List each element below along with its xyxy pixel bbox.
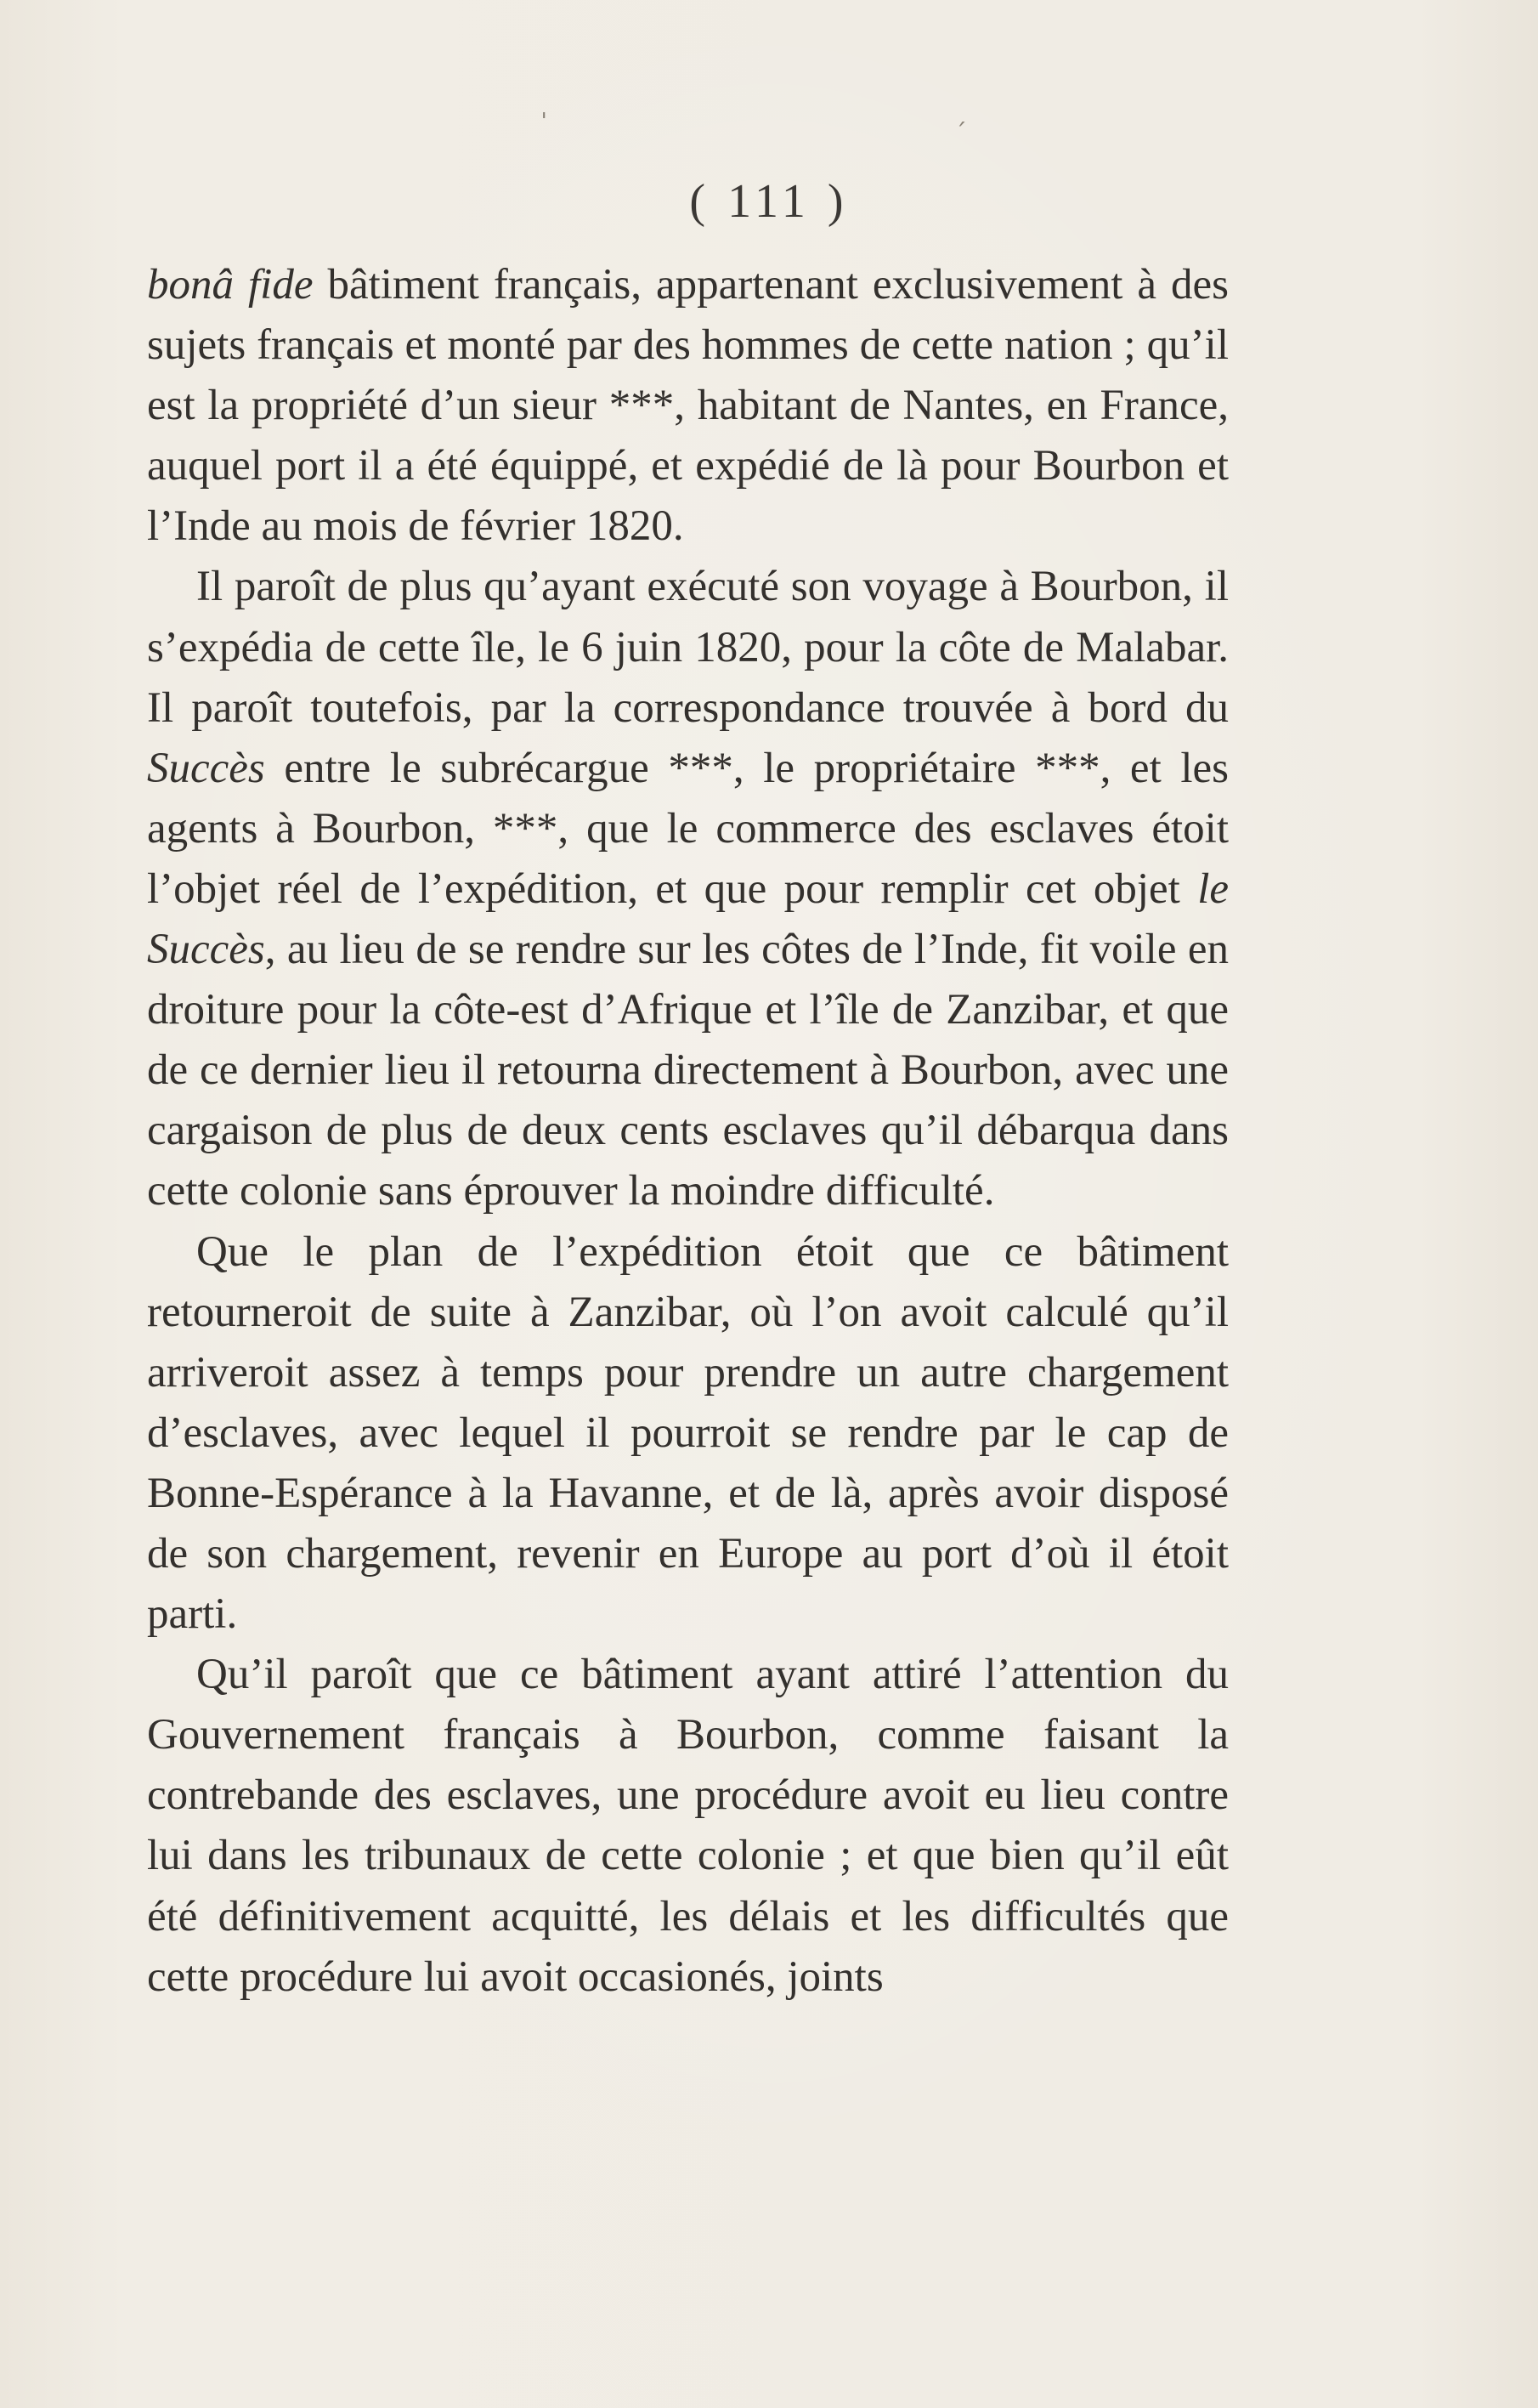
body-text [147, 255, 1229, 2008]
text-segment-italic: le Succès [147, 864, 1229, 974]
text-segment: Il paroît de plus qu’ayant exécuté son voyage à Bourbon, il s’expédia de cette île, le 6 juin 1820, pour la côte de Malabar. Il paroît toutefois, par la correspondance trouvée à bord du [147, 563, 1229, 732]
paragraph [147, 1222, 1229, 1646]
page-number: ( 111 ) [689, 175, 849, 228]
text-segment: Que le plan de l’expédition étoit que ce bâtiment retourneroit de suite à Zanzibar, où l’on avoit calculé qu’il arriveroit assez à temps pour prendre un autre chargement d’esclaves, avec lequel il pourroit se rendre par le cap de Bonne-Espérance à la Havanne, et de là, après avoir disposé de son chargement, revenir en Europe au port d’où il étoit parti. [147, 1227, 1229, 1639]
text-segment-italic: Succès [147, 744, 265, 792]
paragraph-continuation [147, 255, 1229, 557]
text-segment: bâtiment français, appartenant exclusivement à des sujets français et monté par des hommes de cette nation ; qu’il est la propriété d’un sieur ***, habitant de Nantes, en France, auquel port il a été équippé, et expédié de là pour Bourbon et l’Inde au mois de février 1820. [147, 261, 1229, 551]
paragraph [147, 557, 1229, 1221]
text-segment-italic: bonâ fide [147, 261, 314, 309]
paragraph [147, 1645, 1229, 2008]
text-segment: Qu’il paroît que ce bâtiment ayant attiré l’attention du Gouvernement français à Bourbon, comme faisant la contrebande des esclaves, une procédure avoit eu lieu contre lui dans les tribunaux de cette colonie ; et que bien qu’il eût été définitivement acquitté, les délais et les difficultés que cette procédure lui avoit occasionés, joints [147, 1651, 1229, 2001]
text-segment: , au lieu de se rendre sur les côtes de l’Inde, fit voile en droiture pour la côte-est d’Afrique et l’île de Zanzibar, et que de ce dernier lieu il retourna directement à Bourbon, avec une cargaison de plus de deux cents esclaves qu’il débarqua dans cette colonie sans éprouver la moindre difficulté. [147, 926, 1229, 1215]
ink-speck: ˊ [954, 119, 967, 149]
ink-speck: ˈ [540, 109, 548, 139]
text-segment: entre le subrécargue ***, le propriétaire ***, et les agents à Bourbon, ***, que le commerce des esclaves étoit l’objet réel de l’expédition, et que pour remplir cet objet [147, 744, 1229, 913]
